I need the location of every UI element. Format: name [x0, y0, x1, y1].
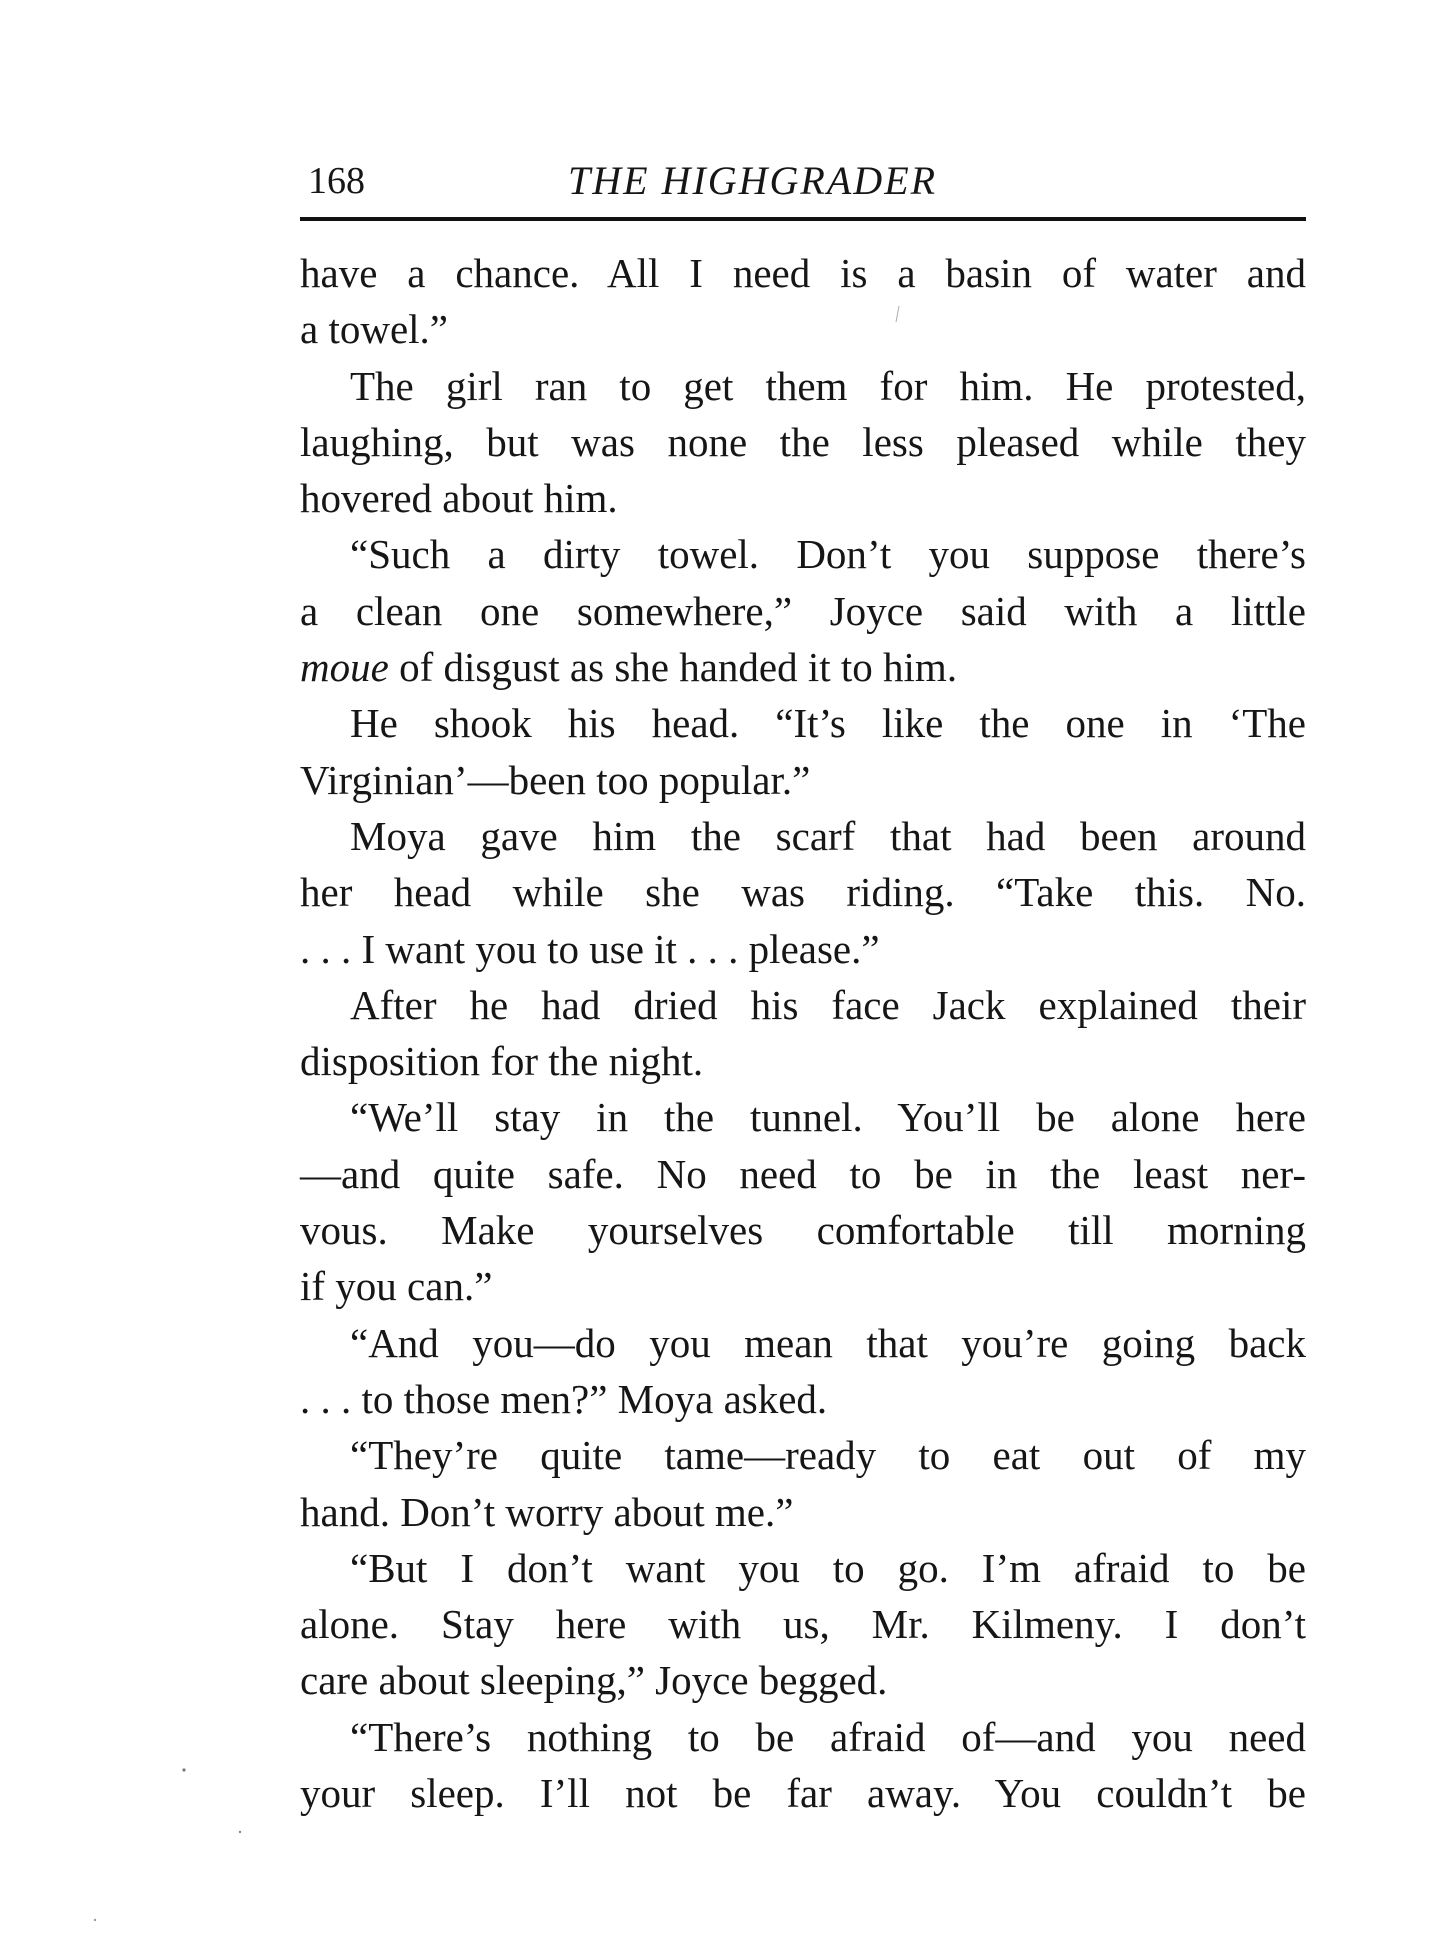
body-text [300, 245, 1306, 1821]
text-line: “But I don’t want you to go. I’m afraid to be [350, 1544, 1306, 1591]
text-line: a towel.” [300, 306, 448, 353]
text-line: hovered about him. [300, 475, 618, 522]
text-line: Moya gave him the scarf that had been around [350, 812, 1306, 859]
text-line: “We’ll stay in the tunnel. You’ll be alone here [350, 1094, 1306, 1141]
text-line: . . . to those men?” Moya asked. [300, 1375, 828, 1422]
text-line: The girl ran to get them for him. He protested, [350, 362, 1306, 409]
text-line: care about sleeping,” Joyce begged. [300, 1657, 888, 1704]
text-line: laughing, but was none the less pleased while they [300, 418, 1306, 465]
text-line: —and quite safe. No need to be in the least ner- [300, 1150, 1306, 1197]
text-line: “Such a dirty towel. Don’t you suppose there’s [350, 531, 1306, 578]
text-line: have a chance. All I need is a basin of water and [300, 250, 1306, 296]
text-line: He shook his head. “It’s like the one in ‘The [350, 700, 1306, 747]
header-rule [300, 217, 1306, 221]
text-line: a clean one somewhere,” Joyce said with a little [300, 587, 1306, 634]
text-line: “And you—do you mean that you’re going back [350, 1319, 1306, 1366]
text-line: disposition for the night. [300, 1038, 704, 1085]
text-line: your sleep. I’ll not be far away. You couldn’t be [300, 1770, 1306, 1817]
speck [239, 1831, 241, 1833]
text-line: “There’s nothing to be afraid of—and you need [350, 1713, 1306, 1760]
text-line: After he had dried his face Jack explained their [350, 981, 1306, 1028]
running-title: THE HIGHGRADER [568, 158, 938, 203]
text-line: Virginian’—been too popular.” [300, 756, 811, 803]
italic-word: moue [300, 644, 389, 691]
text-fragment: of disgust as she handed it to him. [388, 644, 958, 691]
book-page [300, 155, 1306, 1821]
text-line-italic [300, 639, 1306, 695]
text-line: . . . I want you to use it . . . please.” [300, 925, 880, 972]
speck [94, 1919, 96, 1921]
text-line: vous. Make yourselves comfortable till morning [300, 1207, 1306, 1254]
speck [182, 1768, 185, 1771]
page-number: 168 [308, 160, 365, 202]
text-line: “They’re quite tame—ready to eat out of my [350, 1432, 1306, 1479]
text-line: her head while she was riding. “Take this. No. [300, 869, 1306, 916]
text-line: hand. Don’t worry about me.” [300, 1488, 794, 1535]
page-header [300, 155, 1306, 217]
text-line: if you can.” [300, 1263, 493, 1310]
text-line: alone. Stay here with us, Mr. Kilmeny. I don’t [300, 1601, 1306, 1648]
